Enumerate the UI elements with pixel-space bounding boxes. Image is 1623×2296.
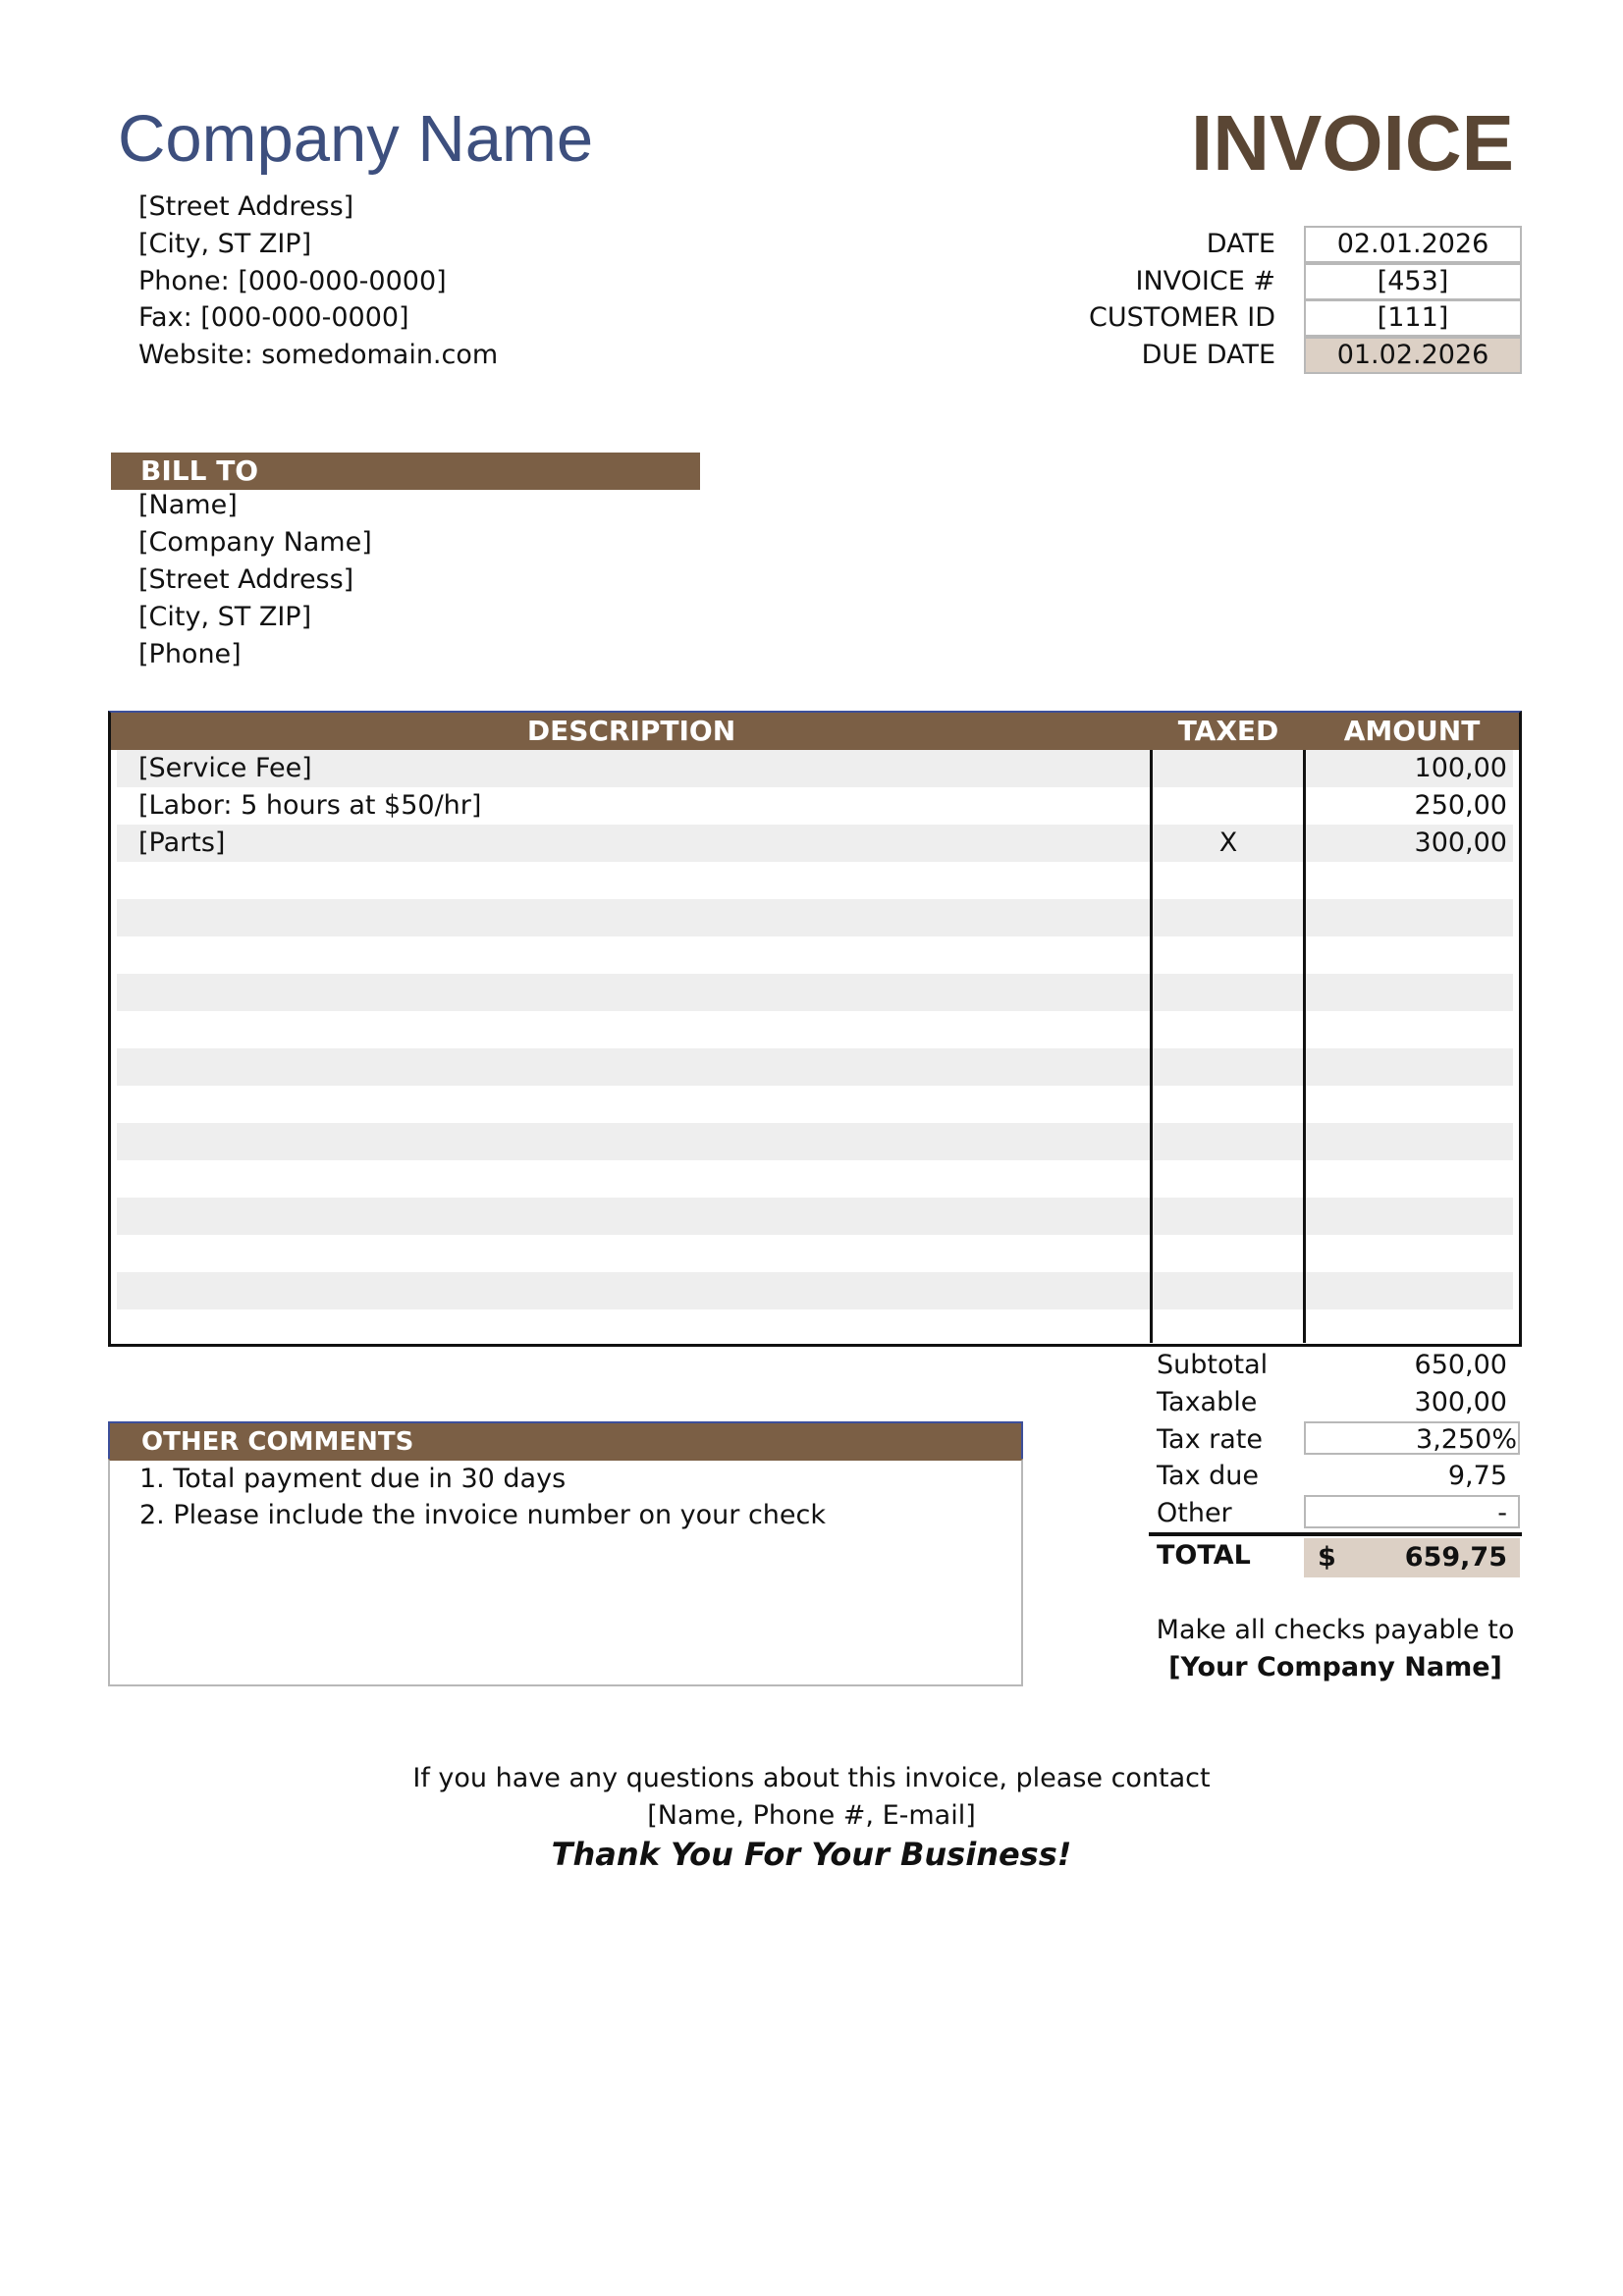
table-row[interactable] [111, 787, 1519, 825]
tax-due-label: Tax due [1157, 1461, 1259, 1491]
taxable-label: Taxable [1157, 1387, 1258, 1417]
total-value: 659,75 [1404, 1542, 1507, 1573]
bill-to-phone[interactable]: [Phone] [138, 639, 242, 669]
thank-you-message: Thank You For Your Business! [551, 1836, 1072, 1873]
comments-box[interactable] [108, 1459, 1023, 1686]
other-field[interactable]: - [1497, 1498, 1507, 1528]
due-date-field[interactable]: 01.02.2026 [1304, 337, 1522, 374]
company-phone: Phone: [000-000-0000] [138, 266, 447, 296]
table-row[interactable] [111, 750, 1519, 787]
customer-id-field[interactable]: [111] [1304, 299, 1522, 337]
comment-line[interactable]: 2. Please include the invoice number on your check [139, 1500, 827, 1530]
invoice-number-field[interactable]: [453] [1304, 263, 1522, 300]
item-description[interactable]: [Parts] [138, 828, 226, 858]
tax-due-value: 9,75 [1447, 1461, 1507, 1491]
contact-line: If you have any questions about this invoice, please contact [412, 1763, 1211, 1793]
company-city: [City, ST ZIP] [138, 229, 312, 259]
description-column-header: DESCRIPTION [526, 715, 736, 747]
item-amount[interactable]: 250,00 [1414, 790, 1507, 821]
tax-rate-field[interactable]: 3,250% [1416, 1424, 1517, 1455]
company-fax: Fax: [000-000-0000] [138, 302, 409, 333]
table-row[interactable] [111, 825, 1519, 862]
company-street: [Street Address] [138, 191, 354, 222]
company-name: Company Name [118, 102, 594, 176]
invoice-title: INVOICE [1191, 99, 1514, 187]
items-table [108, 711, 1522, 1347]
company-website: Website: somedomain.com [138, 340, 499, 370]
taxable-value: 300,00 [1414, 1387, 1507, 1417]
items-header [111, 713, 1519, 750]
item-taxed[interactable]: X [1218, 828, 1238, 858]
tax-rate-label: Tax rate [1157, 1424, 1263, 1455]
date-label: DATE [1206, 229, 1275, 259]
subtotal-label: Subtotal [1157, 1350, 1269, 1380]
bill-to-city[interactable]: [City, ST ZIP] [138, 602, 312, 632]
due-date-label: DUE DATE [1141, 340, 1275, 370]
total-rule [1149, 1532, 1522, 1536]
amount-column-header: AMOUNT [1343, 715, 1481, 747]
item-amount[interactable]: 300,00 [1414, 828, 1507, 858]
comments-heading: OTHER COMMENTS [108, 1421, 1023, 1459]
item-description[interactable]: [Service Fee] [138, 753, 312, 783]
payable-note: Make all checks payable to [1156, 1615, 1515, 1645]
bill-to-name[interactable]: [Name] [138, 490, 238, 520]
invoice-number-label: INVOICE # [1135, 266, 1275, 296]
contact-details: [Name, Phone #, E-mail] [647, 1800, 976, 1831]
taxed-column-header: TAXED [1177, 715, 1279, 747]
comment-line[interactable]: 1. Total payment due in 30 days [139, 1464, 567, 1494]
bill-to-street[interactable]: [Street Address] [138, 564, 354, 595]
customer-id-label: CUSTOMER ID [1089, 302, 1275, 333]
total-label: TOTAL [1157, 1540, 1251, 1571]
item-description[interactable]: [Labor: 5 hours at $50/hr] [138, 790, 482, 821]
payable-company: [Your Company Name] [1168, 1652, 1502, 1682]
item-amount[interactable]: 100,00 [1414, 753, 1507, 783]
subtotal-value: 650,00 [1414, 1350, 1507, 1380]
bill-to-heading: BILL TO [111, 453, 700, 490]
other-box [1304, 1495, 1520, 1528]
other-label: Other [1157, 1498, 1232, 1528]
bill-to-company[interactable]: [Company Name] [138, 527, 372, 558]
currency-symbol: $ [1318, 1542, 1336, 1573]
date-field[interactable]: 02.01.2026 [1304, 226, 1522, 263]
